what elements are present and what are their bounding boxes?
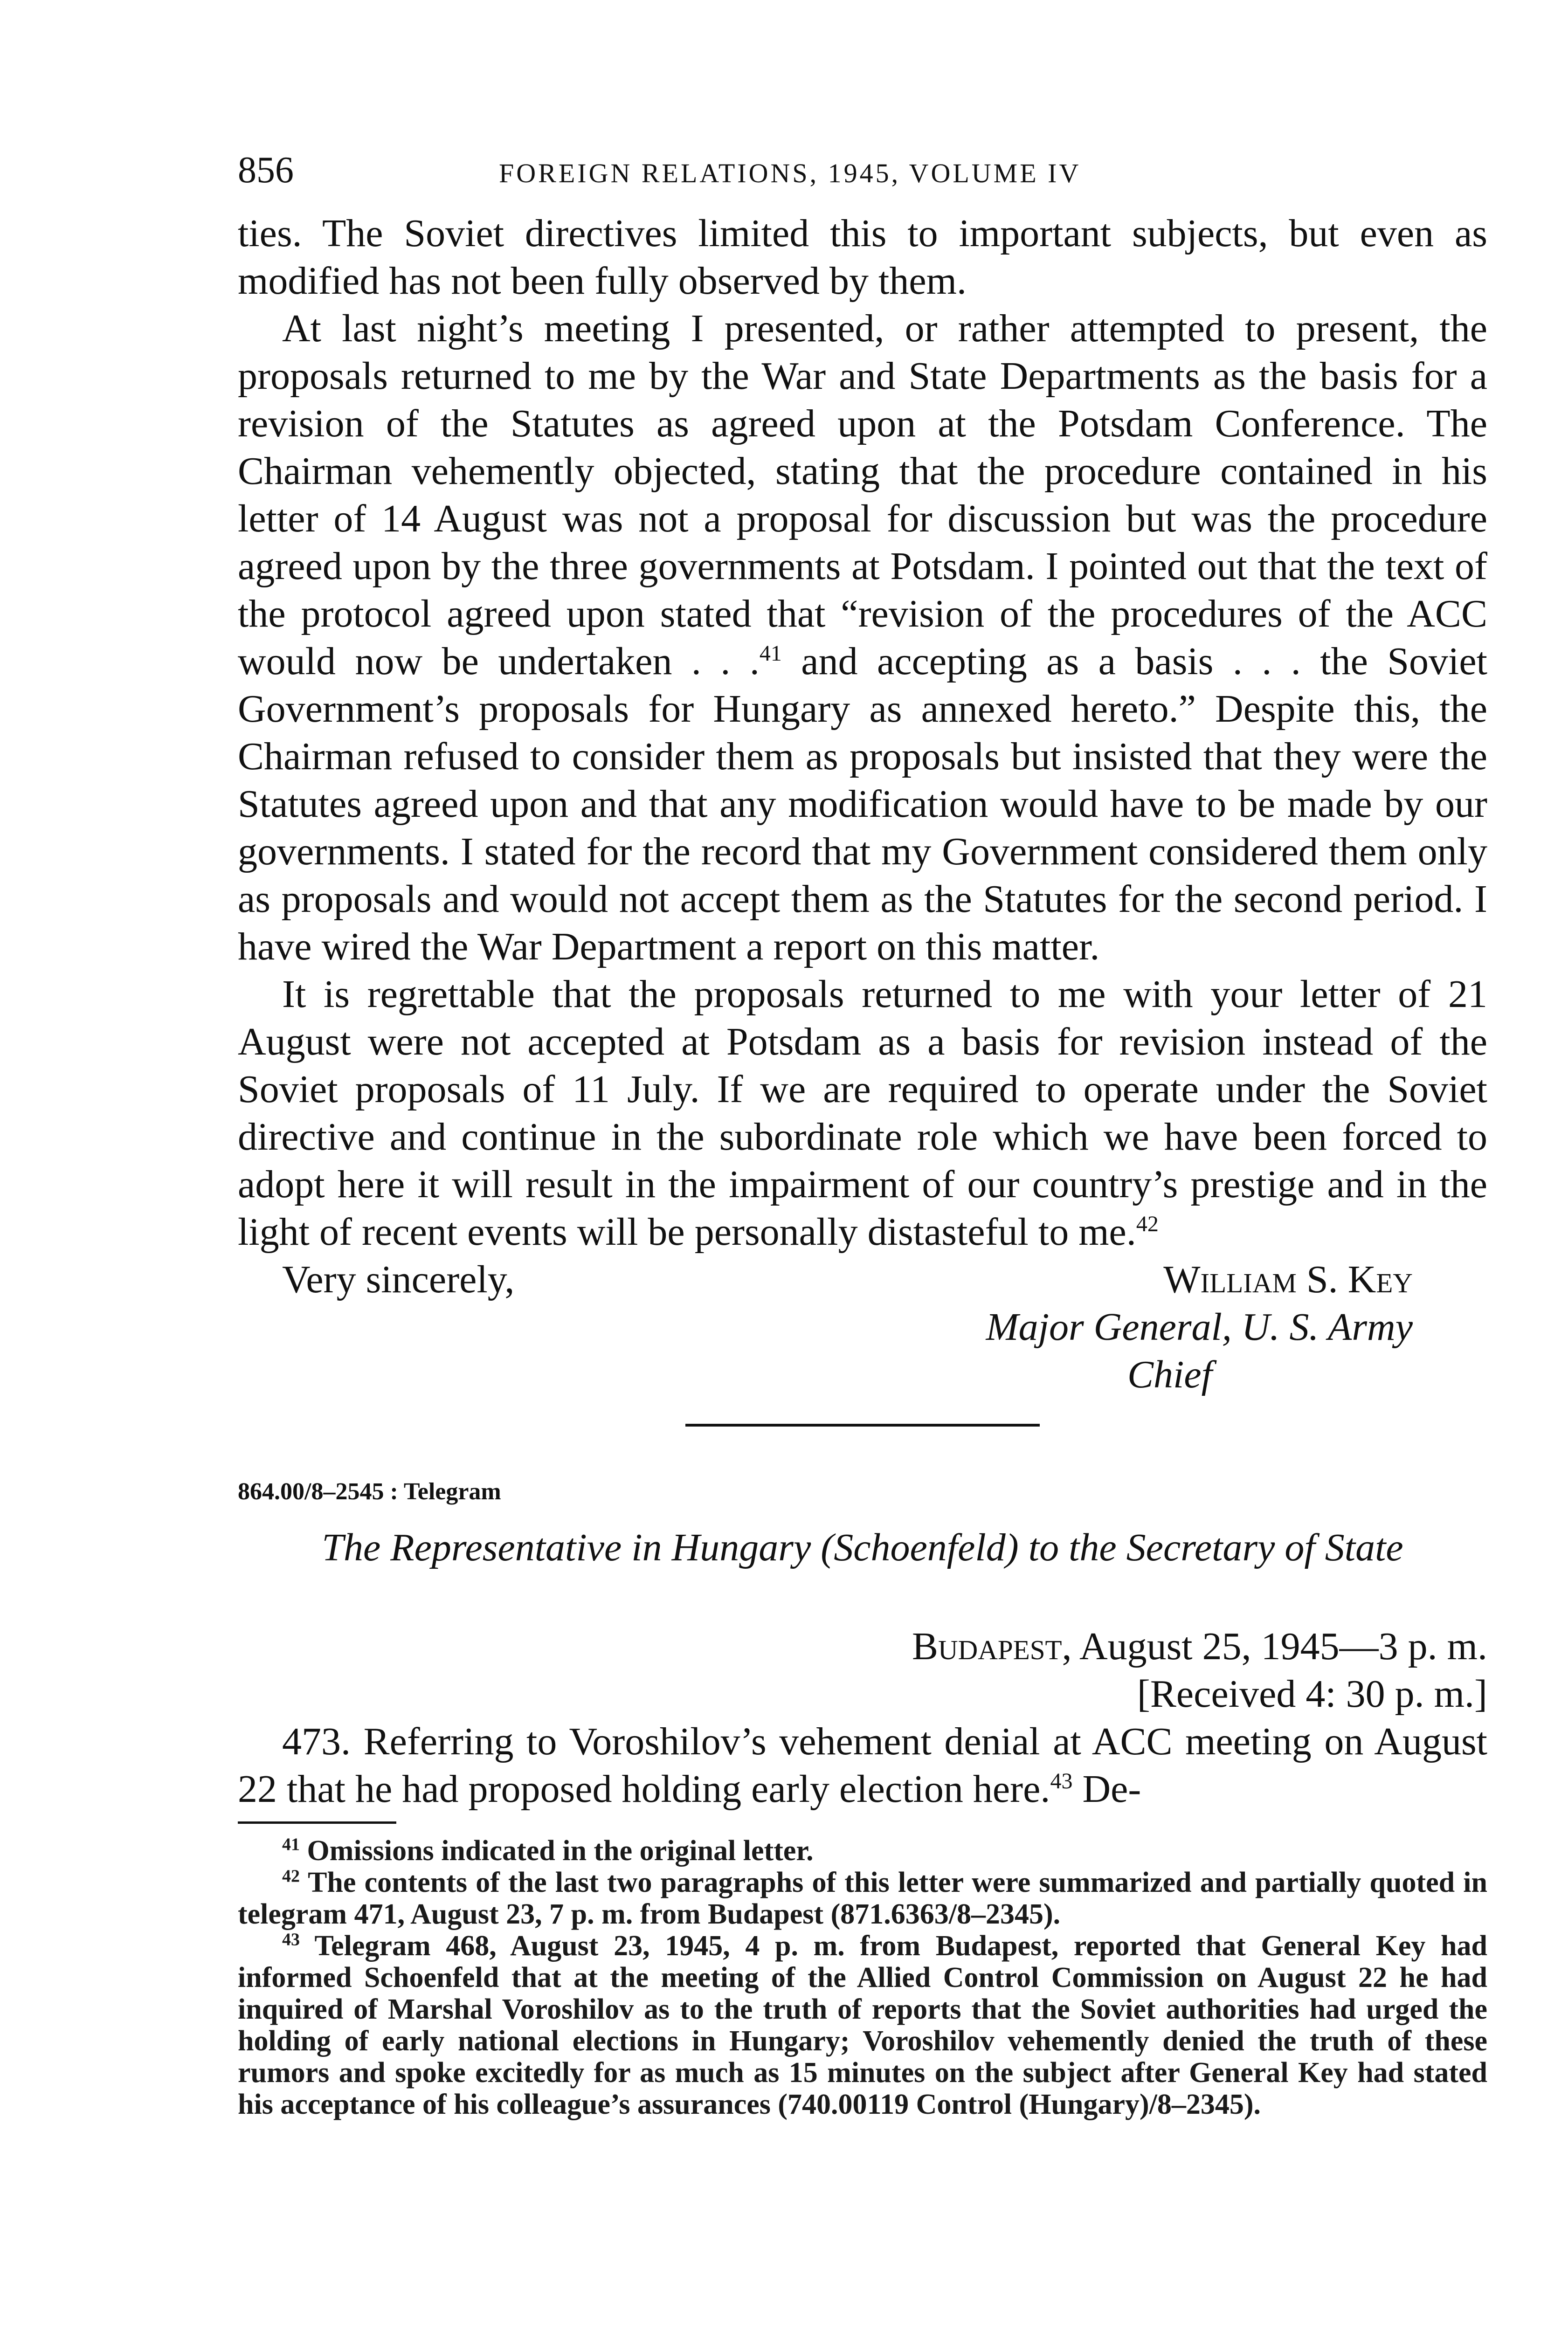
dateline-received: [Received 4: 30 p. m.] xyxy=(1137,1672,1487,1716)
letter-paragraph-3: It is regrettable that the proposals returned to me with your letter of 21 August were not accepted at Potsdam as a basis for revision instead of the Soviet proposals of 11 July. If we are required to operate under the Soviet directive and continue in the subordinate role which we have been forced to adopt here it will result in the impairment of our country’s prestige and in the light of recent events will be personally distasteful to me.$^{42}$ xyxy=(238,972,1487,1254)
signature-rank: Major General, U. S. Army xyxy=(986,1305,1413,1349)
footnote-mark: 42 xyxy=(282,1866,300,1886)
section-divider xyxy=(685,1424,1040,1427)
letter-body xyxy=(238,210,1487,1256)
footnote-41 xyxy=(238,1835,1487,1867)
document-page xyxy=(238,140,1487,2120)
telegram-paragraph-1: 473. Referring to Voroshilov’s vehement denial at ACC meeting on August 22 that he had proposed holding early election here.$^{43}$ De- xyxy=(238,1720,1487,1811)
footnote-text: The contents of the last two paragraphs of this letter were summarized and partially quoted in telegram 471, August 23, 7 p. m. from Budapest (871.6363/8–2345). xyxy=(238,1867,1487,1930)
dateline xyxy=(238,1623,1487,1718)
letter-closing xyxy=(238,1256,1487,1410)
signature-block xyxy=(986,1256,1413,1399)
closing-salutation: Very sincerely, xyxy=(282,1258,515,1301)
document-title: The Representative in Hungary (Schoenfeld) to the Secretary of State xyxy=(322,1526,1403,1569)
letter-paragraph-2: At last night’s meeting I presented, or rather attempted to present, the proposals returned to me by the War and State Departments as the basis for a revision of the Statutes as agreed upon at the Potsdam Conference. The Chairman vehemently objected, stating that the procedure contained in his letter of 14 August was not a proposal for discussion but was the procedure agreed upon by the three governments at Potsdam. I pointed out that the text of the protocol agreed upon stated that “revision of the procedures of the ACC would now be undertaken . . .$^{41}$ and accepting as a basis . . . the Soviet Government’s proposals for Hungary as annexed hereto.” Despite this, the Chairman refused to consider them as proposals but insisted that they were the Statutes agreed upon and that any modification would have to be made by our governments. I stated for the record that my Government considered them only as proposals and would not accept them as the Statutes for the second period. I have wired the War Department a report on this matter. xyxy=(238,307,1487,968)
page-number: 856 xyxy=(238,150,294,191)
footnote-43 xyxy=(238,1930,1487,2120)
dateline-date: August 25, 1945—3 p. m. xyxy=(1071,1625,1487,1668)
footnotes xyxy=(238,1835,1487,2120)
running-head: FOREIGN RELATIONS, 1945, VOLUME IV xyxy=(499,158,1081,188)
footnote-ref-43[interactable]: 43 xyxy=(1050,1769,1073,1793)
footnote-mark: 41 xyxy=(282,1834,300,1855)
footnote-ref-41[interactable]: 41 xyxy=(759,641,782,666)
dateline-sent xyxy=(238,1623,1487,1670)
footnote-divider xyxy=(238,1821,396,1824)
file-reference: 864.00/8–2545 : Telegram xyxy=(238,1478,501,1505)
footnote-text: Omissions indicated in the original letter. xyxy=(300,1835,814,1867)
page-header xyxy=(238,140,1487,210)
footnote-ref-42[interactable]: 42 xyxy=(1136,1212,1159,1236)
letter-paragraph-1: ties. The Soviet directives limited this to important subjects, but even as modified has not been fully observed by them. xyxy=(238,212,1487,303)
footnote-42 xyxy=(238,1867,1487,1930)
telegram-body xyxy=(238,1718,1487,1813)
footnote-text: Telegram 468, August 23, 1945, 4 p. m. from Budapest, reported that General Key had informed Schoenfeld that at the meeting of the Allied Control Commission on August 22 he had inquired of Marshal Voroshilov as to the truth of reports that the Soviet authorities had urged the holding of early national elections in Hungary; Voroshilov vehemently denied the truth of these rumors and spoke excitedly for as much as 15 minutes on the subject after General Key had stated his acceptance of his colleague’s assurances (740.00119 Control (Hungary)/8–2345). xyxy=(238,1930,1487,2120)
footnote-mark: 43 xyxy=(282,1930,300,1950)
signature-name: William S. Key xyxy=(1163,1258,1413,1301)
dateline-city: Budapest, xyxy=(912,1625,1072,1668)
signature-title: Chief xyxy=(1127,1353,1212,1396)
